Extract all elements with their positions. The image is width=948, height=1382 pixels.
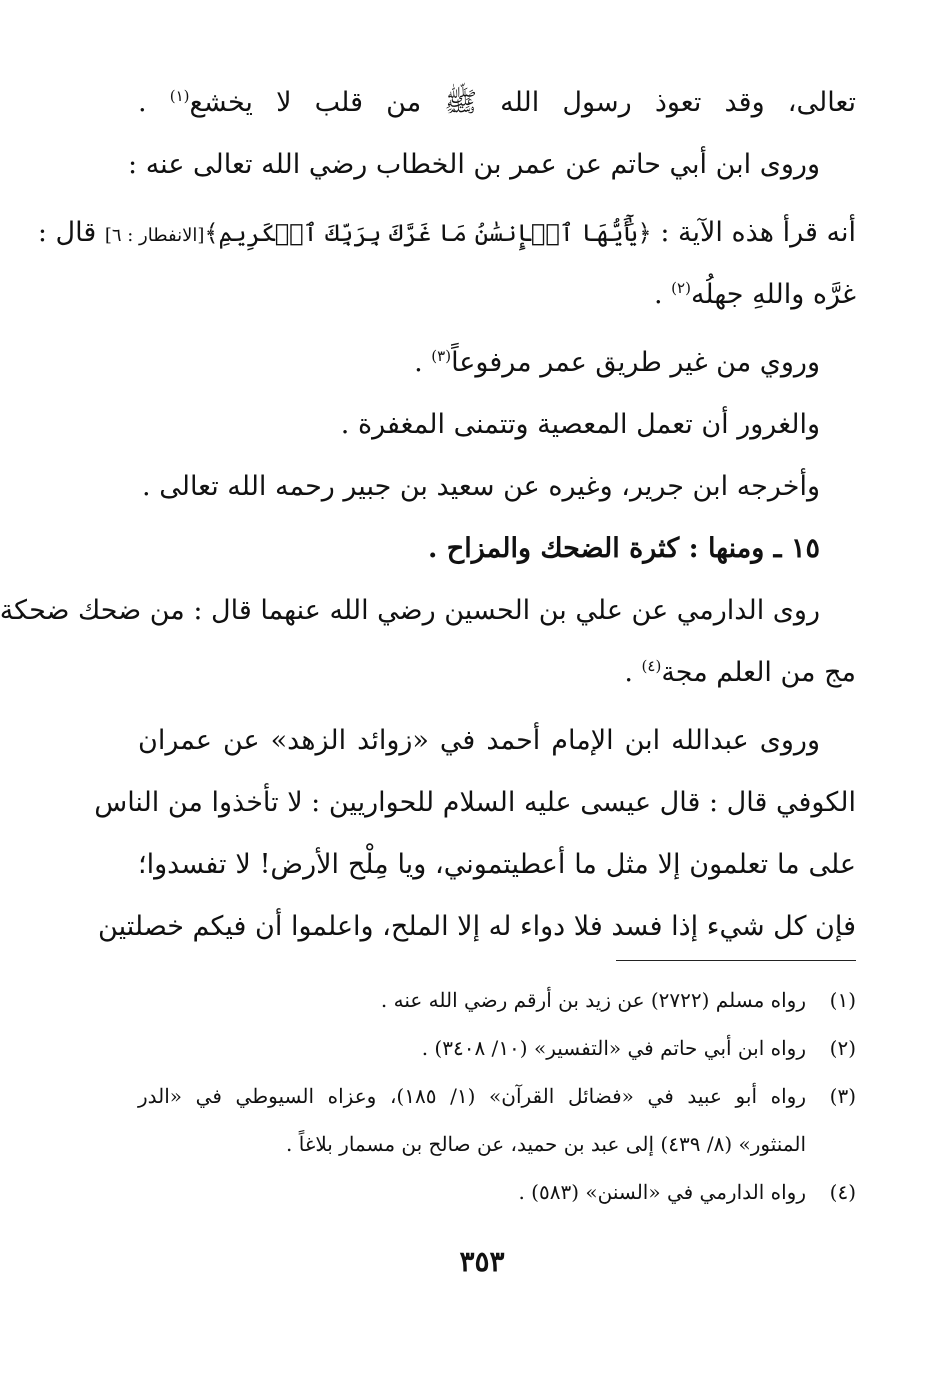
line-1-text: تعالى، وقد تعوذ رسول الله ﷺ من قلب لا يخشع <box>189 87 856 118</box>
footnote-ref-1[interactable]: (١) <box>169 87 190 105</box>
line-10-text: مج من العلم مجة <box>661 657 856 688</box>
text-line-9: روى الدارمي عن علي بن الحسين رضي الله عنهما قال : من ضحك ضحكة <box>0 595 820 626</box>
footnote-3 <box>138 1072 856 1168</box>
text-line-14: فإن كل شيء إذا فسد فلا دواء له إلا الملح، واعلموا أن فيكم خصلتين <box>98 911 856 942</box>
verse-citation: [الانفطار : ٦] <box>104 225 205 246</box>
text-line-13: على ما تعلمون إلا مثل ما أعطيتموني، ويا مِلْح الأرض! لا تفسدوا؛ <box>138 849 857 880</box>
footnote-body <box>138 1024 806 1072</box>
footnote-number: (٢) <box>829 1036 856 1060</box>
footnote-4 <box>138 1168 856 1216</box>
text-line-2: وروى ابن أبي حاتم عن عمر بن الخطاب رضي الله تعالى عنه : <box>128 149 820 180</box>
text-line-3 <box>37 202 856 264</box>
line-3-text: أنه قرأ هذه الآية : <box>651 217 856 248</box>
line-4-end: . <box>653 279 672 310</box>
footnote-number: (١) <box>829 988 856 1012</box>
footnote-body <box>138 976 806 1024</box>
footnote-text: رواه أبو عبيد في «فضائل القرآن» (١/ ١٨٥)، وعزاه السيوطي في «الدر <box>138 1084 806 1108</box>
footnote-number: (٣) <box>829 1084 856 1108</box>
footnote-body <box>138 1168 806 1216</box>
line-10-end: . <box>624 657 642 688</box>
text-line-10 <box>138 642 856 704</box>
line-3-end: قال : <box>37 217 105 248</box>
footnote-ref-3[interactable]: (٣) <box>431 347 452 365</box>
quran-verse: ﴿يَٰٓأَيُّهَا ٱلۡإِنسَٰنُ مَا غَرَّكَ بِرَبِّكَ ٱلۡكَرِيمِ﴾ <box>204 219 652 247</box>
main-text <box>0 72 857 958</box>
page-number: ٣٥٣ <box>459 1245 505 1278</box>
footnote-ref-2[interactable]: (٢) <box>671 279 691 297</box>
text-line-5 <box>138 332 856 394</box>
footnote-text: رواه مسلم (٢٧٢٢) عن زيد بن أرقم رضي الله عنه . <box>380 988 806 1012</box>
line-1-end: . <box>138 87 170 118</box>
footnote-1 <box>138 976 856 1024</box>
line-5-text: وروي من غير طريق عمر مرفوعاً <box>451 347 820 378</box>
footnote-separator <box>616 960 856 961</box>
footnote-text: رواه الدارمي في «السنن» (٥٨٣) . <box>518 1180 806 1204</box>
section-heading: ١٥ ـ ومنها : كثرة الضحك والمزاح . <box>428 533 820 564</box>
footnotes <box>138 976 856 1216</box>
text-line-7: وأخرجه ابن جرير، وغيره عن سعيد بن جبير رحمه الله تعالى . <box>142 471 820 502</box>
footnote-text-continued: المنثور» (٨/ ٤٣٩) إلى عبد بن حميد، عن صالح بن مسمار بلاغاً . <box>286 1132 806 1156</box>
footnote-number: (٤) <box>829 1180 856 1204</box>
text-line-11: وروى عبدالله ابن الإمام أحمد في «زوائد الزهد» عن عمران <box>138 725 820 756</box>
footnote-body <box>138 1072 806 1168</box>
footnote-ref-4[interactable]: (٤) <box>641 657 662 675</box>
text-line-1 <box>138 72 856 134</box>
line-5-end: . <box>414 347 432 378</box>
text-line-12: الكوفي قال : قال عيسى عليه السلام للحواريين : لا تأخذوا من الناس <box>94 787 856 818</box>
footnote-2 <box>138 1024 856 1072</box>
line-4-text: غرَّه واللهِ جهلُه <box>690 279 856 310</box>
text-line-4 <box>138 264 856 326</box>
footnote-text: رواه ابن أبي حاتم في «التفسير» (١٠/ ٣٤٠٨) . <box>421 1036 806 1060</box>
text-line-6: والغرور أن تعمل المعصية وتتمنى المغفرة . <box>340 409 820 440</box>
